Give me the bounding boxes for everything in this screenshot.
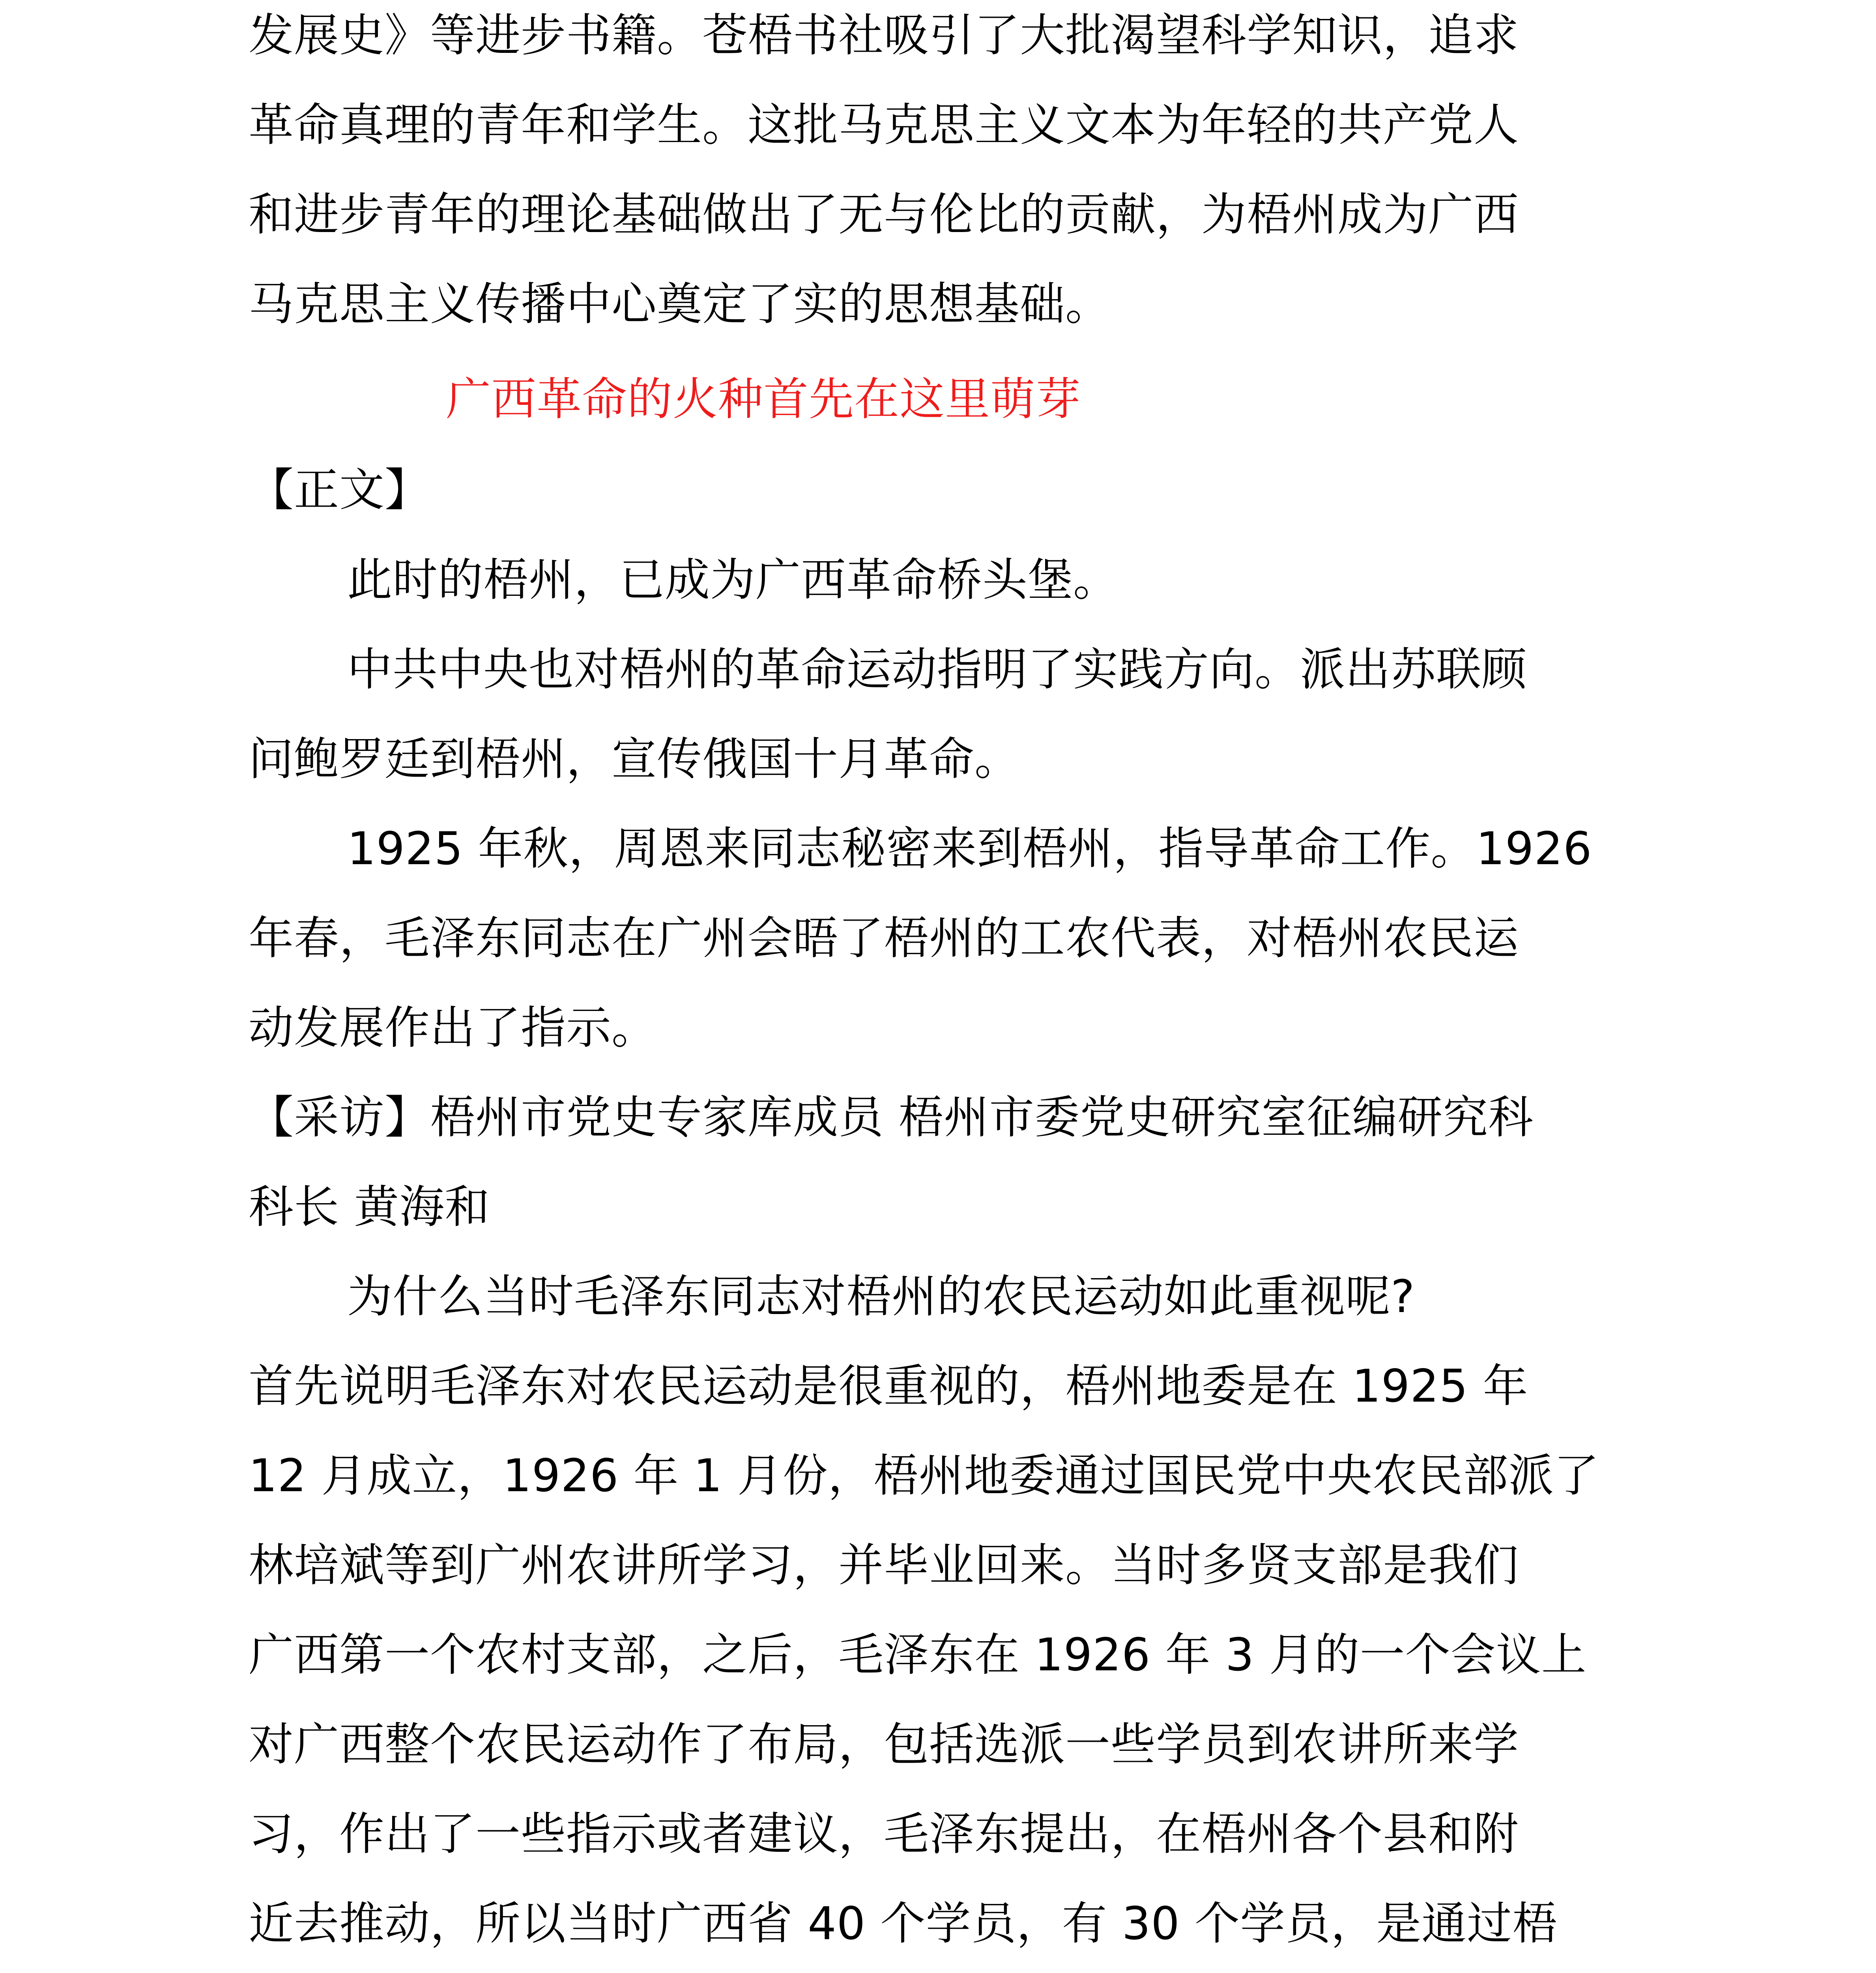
section-label: 【正文】: [249, 464, 430, 516]
body-line: 广西第一个农村支部，之后，毛泽东在 1926 年 3 月的一个会议上: [249, 1629, 1587, 1681]
body-line: 1925 年秋，周恩来同志秘密来到梧州，指导革命工作。1926: [347, 822, 1592, 875]
body-line: 对广西整个农民运动作了布局，包括选派一些学员到农讲所来学: [249, 1718, 1519, 1771]
body-line: 和进步青年的理论基础做出了无与伦比的贡献，为梧州成为广西: [249, 188, 1519, 241]
section-heading: 广西革命的火种首先在这里萌芽: [446, 373, 1081, 425]
body-line: 革命真理的青年和学生。这批马克思主义文本为年轻的共产党人: [249, 99, 1519, 151]
interview-label: 【采访】梧州市党史专家库成员 梧州市委党史研究室征编研究科: [249, 1091, 1534, 1144]
body-line: 问鲍罗廷到梧州，宣传俄国十月革命。: [249, 733, 1020, 785]
body-line: 首先说明毛泽东对农民运动是很重视的，梧州地委是在 1925 年: [249, 1360, 1528, 1412]
body-line: 发展史》等进步书籍。苍梧书社吸引了大批渴望科学知识，追求: [249, 9, 1519, 62]
body-line: 12 月成立，1926 年 1 月份，梧州地委通过国民党中央农民部派了: [249, 1449, 1599, 1502]
body-line: 此时的梧州，已成为广西革命桥头堡。: [347, 554, 1119, 606]
body-line: 为什么当时毛泽东同志对梧州的农民运动如此重视呢?: [347, 1270, 1415, 1323]
body-line: 近去推动，所以当时广西省 40 个学员，有 30 个学员，是通过梧: [249, 1897, 1558, 1950]
body-line: 习，作出了一些指示或者建议，毛泽东提出，在梧州各个县和附: [249, 1808, 1519, 1860]
body-line: 马克思主义传播中心奠定了实的思想基础。: [249, 278, 1111, 330]
body-line: 科长 黄海和: [249, 1181, 490, 1233]
body-line: 年春，毛泽东同志在广州会晤了梧州的工农代表，对梧州农民运: [249, 912, 1519, 964]
body-line: 动发展作出了指示。: [249, 1001, 657, 1054]
body-line: 中共中央也对梧州的革命运动指明了实践方向。派出苏联顾: [347, 643, 1527, 696]
body-line: 林培斌等到广州农讲所学习，并毕业回来。当时多贤支部是我们: [249, 1539, 1519, 1591]
